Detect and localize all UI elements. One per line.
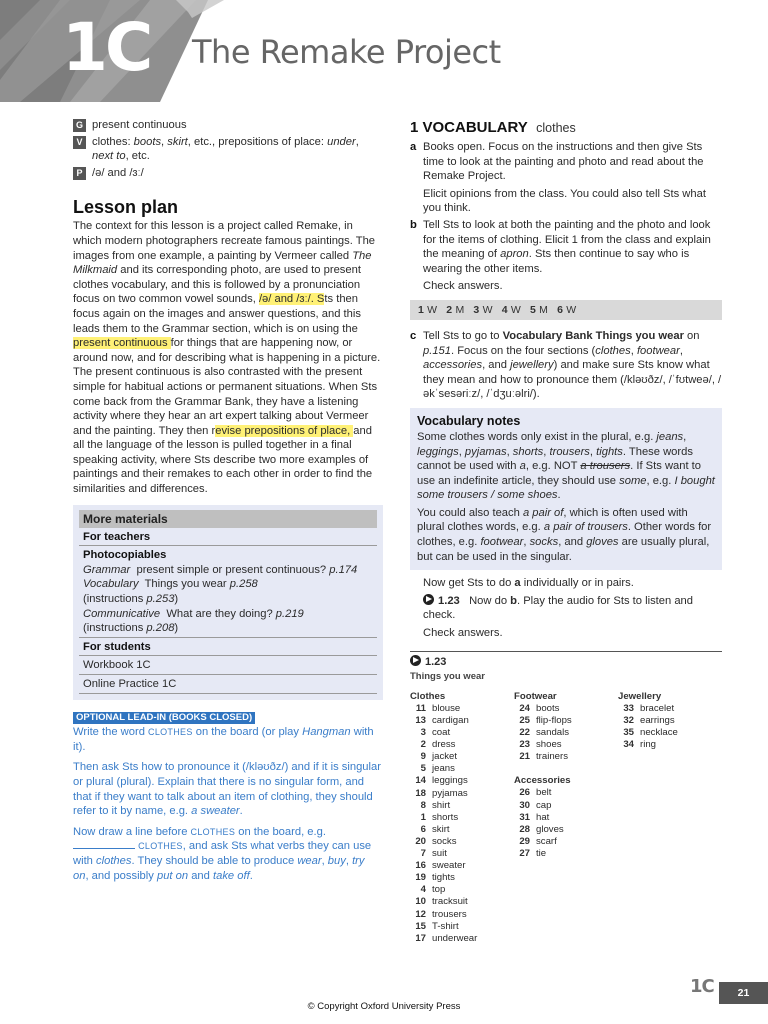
online-practice-ref: Online Practice 1C xyxy=(79,675,377,694)
vocabulary-subheading: clothes xyxy=(536,121,576,135)
item-word: earrings xyxy=(640,715,675,726)
item-number: 31 xyxy=(519,811,530,823)
clothes-item xyxy=(410,812,514,824)
item-number: 28 xyxy=(519,823,530,835)
item-number: 5 xyxy=(420,763,426,775)
after-p3: Check answers. xyxy=(423,627,503,640)
page-number: 21 xyxy=(719,982,768,1004)
item-number: 4 xyxy=(420,884,426,896)
step-b-p1: Tell Sts to look at both the painting and the photo and look for the items of clothing. Elicit 1 from the class and explain the meaning of apron. Sts then continue to say who is wearing the other items. xyxy=(423,218,711,275)
focus-grammar xyxy=(73,118,383,133)
answer-value: W xyxy=(507,303,521,316)
item-word: socks xyxy=(432,835,457,847)
item-number: 11 xyxy=(415,702,426,714)
vocabulary-photocopiable: Vocabulary Things you wear p.258 xyxy=(83,578,258,591)
item-word: coat xyxy=(432,727,451,739)
jewellery-heading: Jewellery xyxy=(618,690,662,702)
item-word: belt xyxy=(536,787,552,799)
item-word: T-shirt xyxy=(432,920,459,932)
unit-code: 1C xyxy=(62,9,151,86)
answer-value: M xyxy=(536,303,549,316)
clothes-item xyxy=(410,775,514,787)
clothes-item xyxy=(410,824,514,836)
vocabulary-instructions: (instructions p.253) xyxy=(83,593,179,606)
after-notes xyxy=(410,576,722,640)
item-number: 18 xyxy=(415,787,426,799)
left-column xyxy=(73,118,383,883)
item-word: skirt xyxy=(432,823,450,835)
script-title: Things you wear xyxy=(410,671,485,683)
grammar-photocopiable: Grammar present simple or present continuous? p.174 xyxy=(83,563,358,576)
item-word: cap xyxy=(536,799,552,811)
item-word: sweater xyxy=(432,860,466,872)
item-word: leggings xyxy=(432,775,468,787)
copyright: © Copyright Oxford University Press xyxy=(307,1001,461,1012)
step-b xyxy=(410,218,722,294)
footwear-item xyxy=(514,715,618,727)
item-word: scarf xyxy=(536,835,557,847)
step-c-text: Tell Sts to go to Vocabulary Bank Things you wear on p.151. Focus on the four sections (clothes, footwear, accessories, and jewellery) and make sure Sts know what they mean and how to pronounce them (/kləʊðz/, /ˈfʊtweə/, /əkˈsesəriːz/, /ˈdʒuːəlri/). xyxy=(423,329,722,401)
item-number: 23 xyxy=(519,739,530,751)
item-word: sandals xyxy=(536,727,570,739)
accessories-item xyxy=(514,824,618,836)
accessories-item xyxy=(514,800,618,812)
answer-value: M xyxy=(452,303,465,316)
step-a-label: a xyxy=(410,141,417,153)
clothes-item xyxy=(410,836,514,848)
photocopiables-label: Photocopiables xyxy=(83,549,167,562)
communicative-instructions: (instructions p.208) xyxy=(83,622,179,635)
item-number: 20 xyxy=(415,835,426,847)
item-word: shirt xyxy=(432,799,451,811)
answer-number: 6 xyxy=(557,303,564,316)
more-materials-heading: More materials xyxy=(79,510,377,528)
photocopiables-section xyxy=(79,546,377,637)
lesson-plan-text: The context for this lesson is a project called Remake, in which modern photographers recreate famous paintings. The images from one example, a painting by Vermeer called The Milkmaid and its corresponding photo, are used to present clothes vocabulary, and this is followed by a pronunciation focus on two common vowel sounds, /ə/ and /ɜː/. Sts then focus again on the images and answer questions, and this leads them to the Grammar section, which is on using the present continuous for things that are happening now, or around now, and for describing what is happening in a picture. The present continuous is also contrasted with the present simple for habitual actions or permanent situations. When Sts come back from the Grammar Bank, they have a listening activity where they hear an art expert talking about Vermeer and the painting. They then revise prepositions of place, and all the language of the lesson is pulled together in a final speaking activity, where Sts describe two more examples of paintings and their remakes to each other in order to find the similarities and differences. xyxy=(73,220,381,496)
item-word: bracelet xyxy=(640,702,675,714)
answer-number: 3 xyxy=(473,303,480,316)
clothes-item xyxy=(410,933,514,945)
item-word: tracksuit xyxy=(432,896,468,908)
item-number: 34 xyxy=(623,739,634,751)
item-number: 35 xyxy=(623,727,634,739)
footwear-item xyxy=(514,751,618,763)
clothes-item xyxy=(410,739,514,751)
footwear-accessories-column xyxy=(514,691,618,945)
item-number: 21 xyxy=(519,751,530,763)
item-number: 32 xyxy=(623,715,634,726)
answer-value: W xyxy=(424,303,438,316)
for-teachers-label: For teachers xyxy=(79,528,377,547)
item-word: trainers xyxy=(536,751,568,763)
clothes-item xyxy=(410,848,514,860)
item-number: 10 xyxy=(415,896,426,908)
script-ref-number: 1.23 xyxy=(425,655,447,668)
item-number: 29 xyxy=(519,835,530,847)
footwear-item xyxy=(514,703,618,715)
item-word: pyjamas xyxy=(432,787,468,799)
clothes-heading: Clothes xyxy=(410,690,446,702)
item-number: 6 xyxy=(420,823,426,835)
vocabulary-notes-box xyxy=(410,408,722,570)
item-number: 1 xyxy=(420,811,426,823)
item-word: dress xyxy=(432,739,456,751)
clothes-item xyxy=(410,751,514,763)
answer-value: W xyxy=(563,303,577,316)
item-number: 22 xyxy=(519,727,530,739)
vocabulary-notes-p2: You could also teach a pair of, which is often used with plural clothes words, e.g. a pair of trousers. Other words for clothes, e.g. footwear, socks, and gloves are usually plural, but can be used in the singular. xyxy=(417,506,712,563)
focus-vocabulary xyxy=(73,135,383,164)
vocabulary-heading-text: 1 VOCABULARY xyxy=(410,119,528,136)
answer-number: 4 xyxy=(501,303,508,316)
item-word: boots xyxy=(536,702,560,714)
step-a-p1: Books open. Focus on the instructions and then give Sts time to look at the painting and photo and read about the Remake Project. xyxy=(423,141,704,183)
jewellery-column xyxy=(618,691,722,945)
item-word: cardigan xyxy=(432,715,469,726)
accessories-item xyxy=(514,787,618,799)
item-number: 2 xyxy=(420,739,426,751)
focus-pronunciation xyxy=(73,166,383,181)
script-columns xyxy=(410,691,722,945)
leadin-p3: Now draw a line before CLOTHES on the board, e.g. CLOTHES, and ask Sts what verbs they can use with clothes. They should be able to produce wear, buy, try on, and possibly put on and take off. xyxy=(73,825,372,882)
item-number: 15 xyxy=(415,920,426,932)
item-number: 24 xyxy=(519,702,530,714)
item-number: 25 xyxy=(519,715,530,726)
item-word: flip-flops xyxy=(536,715,572,726)
step-a xyxy=(410,140,722,216)
audio-icon xyxy=(423,594,434,605)
focus-grammar-text: present continuous xyxy=(92,119,187,131)
clothes-item xyxy=(410,872,514,884)
item-number: 14 xyxy=(415,775,426,787)
grammar-badge: G xyxy=(73,119,86,132)
item-number: 33 xyxy=(623,702,634,714)
item-number: 13 xyxy=(415,715,426,726)
step-b-p2: Check answers. xyxy=(423,280,503,293)
step-b-label: b xyxy=(410,218,417,231)
script-ref xyxy=(410,655,722,670)
after-p2 xyxy=(423,594,722,623)
answer-number: 1 xyxy=(418,303,425,316)
item-number: 16 xyxy=(415,860,426,872)
workbook-ref: Workbook 1C xyxy=(79,656,377,675)
item-word: jacket xyxy=(432,751,458,763)
vocabulary-notes-p1: Some clothes words only exist in the plural, e.g. jeans, leggings, pyjamas, shorts, trousers, tights. These words cannot be used with a, e.g. NOT a trousers. If Sts want to use an indefinite article, they should use some, e.g. I bought some trousers / some shoes. xyxy=(417,430,715,502)
focus-pronunciation-text: /ə/ and /ɜː/ xyxy=(92,166,144,179)
item-word: jeans xyxy=(432,763,455,775)
item-word: shoes xyxy=(536,739,562,751)
answer-number: 5 xyxy=(529,303,537,316)
right-column xyxy=(410,118,722,945)
accessories-item xyxy=(514,836,618,848)
jewellery-item xyxy=(618,739,722,751)
footwear-heading: Footwear xyxy=(514,690,557,702)
step-c-label: c xyxy=(410,329,417,342)
item-word: blouse xyxy=(432,702,461,714)
answers-bar xyxy=(410,300,722,320)
item-word: trousers xyxy=(432,908,467,920)
footer-unit-code: 1C xyxy=(690,976,714,997)
clothes-item xyxy=(410,800,514,812)
accessories-item xyxy=(514,848,618,860)
clothes-item xyxy=(410,860,514,872)
jewellery-item xyxy=(618,703,722,715)
clothes-column xyxy=(410,691,514,945)
leadin-p2: Then ask Sts how to pronounce it (/kləʊðz/) and if it is singular or plural (plural). Explain that there is no singular form, and that if they want to talk about an item of clothing, they should refer to it by name, e.g. a sweater. xyxy=(73,761,381,818)
item-word: necklace xyxy=(640,727,678,739)
item-number: 19 xyxy=(415,872,426,884)
jewellery-item xyxy=(618,715,722,727)
accessories-item xyxy=(514,812,618,824)
clothes-item xyxy=(410,909,514,921)
item-word: ring xyxy=(640,739,656,751)
item-number: 7 xyxy=(420,848,426,860)
item-word: suit xyxy=(432,848,447,860)
clothes-item xyxy=(410,788,514,800)
clothes-item xyxy=(410,921,514,933)
focus-vocabulary-text: clothes: boots, skirt, etc., prepositions of place: under, next to, etc. xyxy=(92,135,359,163)
clothes-item xyxy=(410,763,514,775)
more-materials-box xyxy=(73,505,383,700)
item-word: gloves xyxy=(536,823,564,835)
footwear-item xyxy=(514,739,618,751)
step-a-p2: Elicit opinions from the class. You could also tell Sts what you think. xyxy=(423,187,706,215)
item-word: top xyxy=(432,884,446,896)
item-word: hat xyxy=(536,811,550,823)
leadin-p1: Write the word CLOTHES on the board (or play Hangman with it). xyxy=(73,726,374,753)
step-c xyxy=(410,329,722,402)
for-students-label: For students xyxy=(79,637,377,657)
communicative-photocopiable: Communicative What are they doing? p.219 xyxy=(83,607,304,620)
item-word: underwear xyxy=(432,932,478,944)
clothes-item xyxy=(410,884,514,896)
page-title: The Remake Project xyxy=(192,33,501,71)
vocabulary-heading xyxy=(410,118,722,138)
audio-script xyxy=(410,651,722,945)
jewellery-item xyxy=(618,727,722,739)
item-number: 9 xyxy=(420,751,426,763)
leadin-text xyxy=(73,725,383,883)
item-number: 17 xyxy=(415,932,426,944)
audio-icon xyxy=(410,655,421,666)
item-number: 12 xyxy=(415,908,426,920)
after-p2-text: 1.23 Now do b. Play the audio for Sts to listen and check. xyxy=(423,594,693,622)
clothes-item xyxy=(410,727,514,739)
answer-value: W xyxy=(479,303,493,316)
after-p1: Now get Sts to do a individually or in pairs. xyxy=(423,577,634,590)
clothes-item xyxy=(410,703,514,715)
item-number: 26 xyxy=(519,787,530,799)
vocabulary-badge: V xyxy=(73,136,86,149)
optional-leadin-tag: OPTIONAL LEAD-IN (BOOKS CLOSED) xyxy=(73,712,255,724)
pronunciation-badge: P xyxy=(73,167,86,180)
item-number: 8 xyxy=(420,799,426,811)
item-number: 30 xyxy=(519,799,530,811)
item-word: shorts xyxy=(432,811,459,823)
item-number: 3 xyxy=(420,727,426,739)
item-word: tights xyxy=(432,872,455,884)
footwear-item xyxy=(514,727,618,739)
clothes-item xyxy=(410,896,514,908)
clothes-item xyxy=(410,715,514,727)
item-number: 27 xyxy=(519,847,530,859)
vocabulary-notes-heading: Vocabulary notes xyxy=(417,413,521,428)
answer-number: 2 xyxy=(446,303,453,316)
accessories-heading: Accessories xyxy=(514,775,571,787)
item-word: tie xyxy=(536,847,547,859)
lesson-plan-heading: Lesson plan xyxy=(73,197,179,218)
